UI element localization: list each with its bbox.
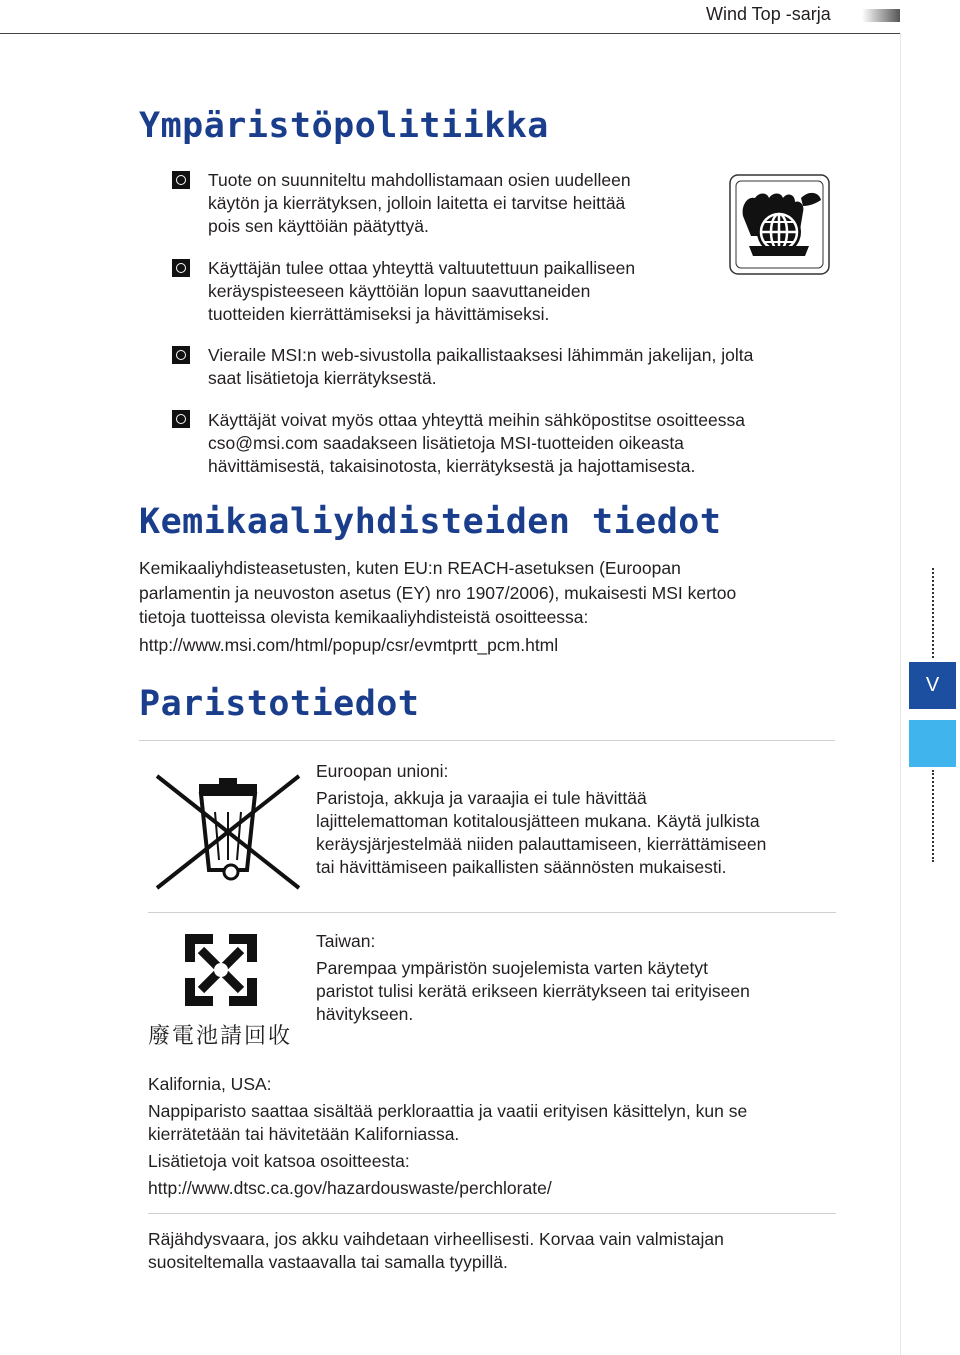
divider xyxy=(139,740,835,741)
crossed-bin-icon xyxy=(153,772,303,897)
header-rule xyxy=(0,33,900,34)
side-tab-block xyxy=(909,720,956,767)
bullet-icon xyxy=(172,410,190,428)
side-dots-bottom xyxy=(932,770,934,862)
env-bullet-2: Käyttäjän tulee ottaa yhteyttä valtuutettuun paikalliseen keräyspisteeseen käyttöiän lopun saavuttaneiden tuotteiden kierrättämiseksi ja hävittämiseksi. xyxy=(208,258,636,324)
env-bullet-4: Käyttäjät voivat myös ottaa yhteyttä meihin sähköpostitse osoitteessa cso@msi.com saadakseen lisätietoja MSI-tuotteiden oikeasta hävittämisestä, takaisinotosta, kierrätyksestä ja hajottamisesta. xyxy=(208,410,745,476)
eu-block: Euroopan unioni: Paristoja, akkuja ja varaajia ei tule hävittää lajittelemattoman kotitalousjätteen mukana. Käytä julkista keräysjärjestelmää niiden palauttamiseen, kierrättämiseen tai hävittämiseen paikallisten säännösten mukaisesti. xyxy=(316,761,767,877)
env-bullet-1: Tuote on suunniteltu mahdollistamaan osien uudelleen käytön ja kierrätyksen, jolloin laitetta ei tarvitse heittää pois sen käyttöiän päätyttyä. xyxy=(208,170,631,236)
bullet-icon xyxy=(172,346,190,364)
perchlorate-url[interactable]: http://www.dtsc.ca.gov/hazardouswaste/perchlorate/ xyxy=(148,1178,552,1198)
side-tab-label: V xyxy=(909,662,956,709)
chemical-text: Kemikaaliyhdisteasetusten, kuten EU:n REACH-asetuksen (Euroopan parlamentin ja neuvoston asetus (EY) nro 1907/2006), mukaisesti MSI kertoo tietoja tuotteissa olevista kemikaaliyhdisteistä osoitteessa: http://www.msi.com/html/popup/csr/evmtprtt_pcm.html xyxy=(139,556,736,657)
recycle-hands-globe-icon xyxy=(729,174,830,280)
bullet-icon xyxy=(172,171,190,189)
env-policy-title: Ympäristöpolitiikka xyxy=(139,106,549,146)
california-block: Kalifornia, USA: Nappiparisto saattaa sisältää perkloraattia ja vaatii erityisen käsittelyn, kun se kierrätetään tai hävitetään Kaliforniassa. Lisätietoja voit katsoa osoitteesta: http://www.dtsc.ca.gov/hazardouswaste/perchlorate/ xyxy=(148,1074,748,1198)
chemical-url[interactable]: http://www.msi.com/html/popup/csr/evmtprtt_pcm.html xyxy=(139,634,559,655)
bullet-icon xyxy=(172,259,190,277)
taiwan-block: Taiwan: Parempaa ympäristön suojelemista varten käytetyt paristot tulisi kerätä erikseen kierrätykseen tai erityiseen hävitykseen. xyxy=(316,931,750,1024)
battery-title: Paristotiedot xyxy=(139,684,420,724)
header-title: Wind Top -sarja xyxy=(706,4,831,24)
side-dots-top xyxy=(932,568,934,658)
header-gradient-bar xyxy=(862,9,900,22)
chemical-title: Kemikaaliyhdisteiden tiedot xyxy=(139,502,722,542)
taiwan-recycle-icon xyxy=(183,932,259,1013)
right-margin-rule xyxy=(900,33,901,1355)
taiwan-heading: Taiwan: xyxy=(316,931,376,951)
taiwan-logo-text: 廢電池請回收 xyxy=(148,1024,293,1049)
divider xyxy=(148,912,836,913)
env-bullet-3: Vieraile MSI:n web-sivustolla paikallistaaksesi lähimmän jakelijan, jolta saat lisätietoja kierrätyksestä. xyxy=(208,345,754,388)
eu-heading: Euroopan unioni: xyxy=(316,761,449,781)
warning-block: Räjähdysvaara, jos akku vaihdetaan virheellisesti. Korvaa vain valmistajan suositeltemalla vastaavalla tai samalla tyypillä. xyxy=(148,1229,724,1272)
california-heading: Kalifornia, USA: xyxy=(148,1074,272,1094)
divider xyxy=(148,1213,836,1214)
